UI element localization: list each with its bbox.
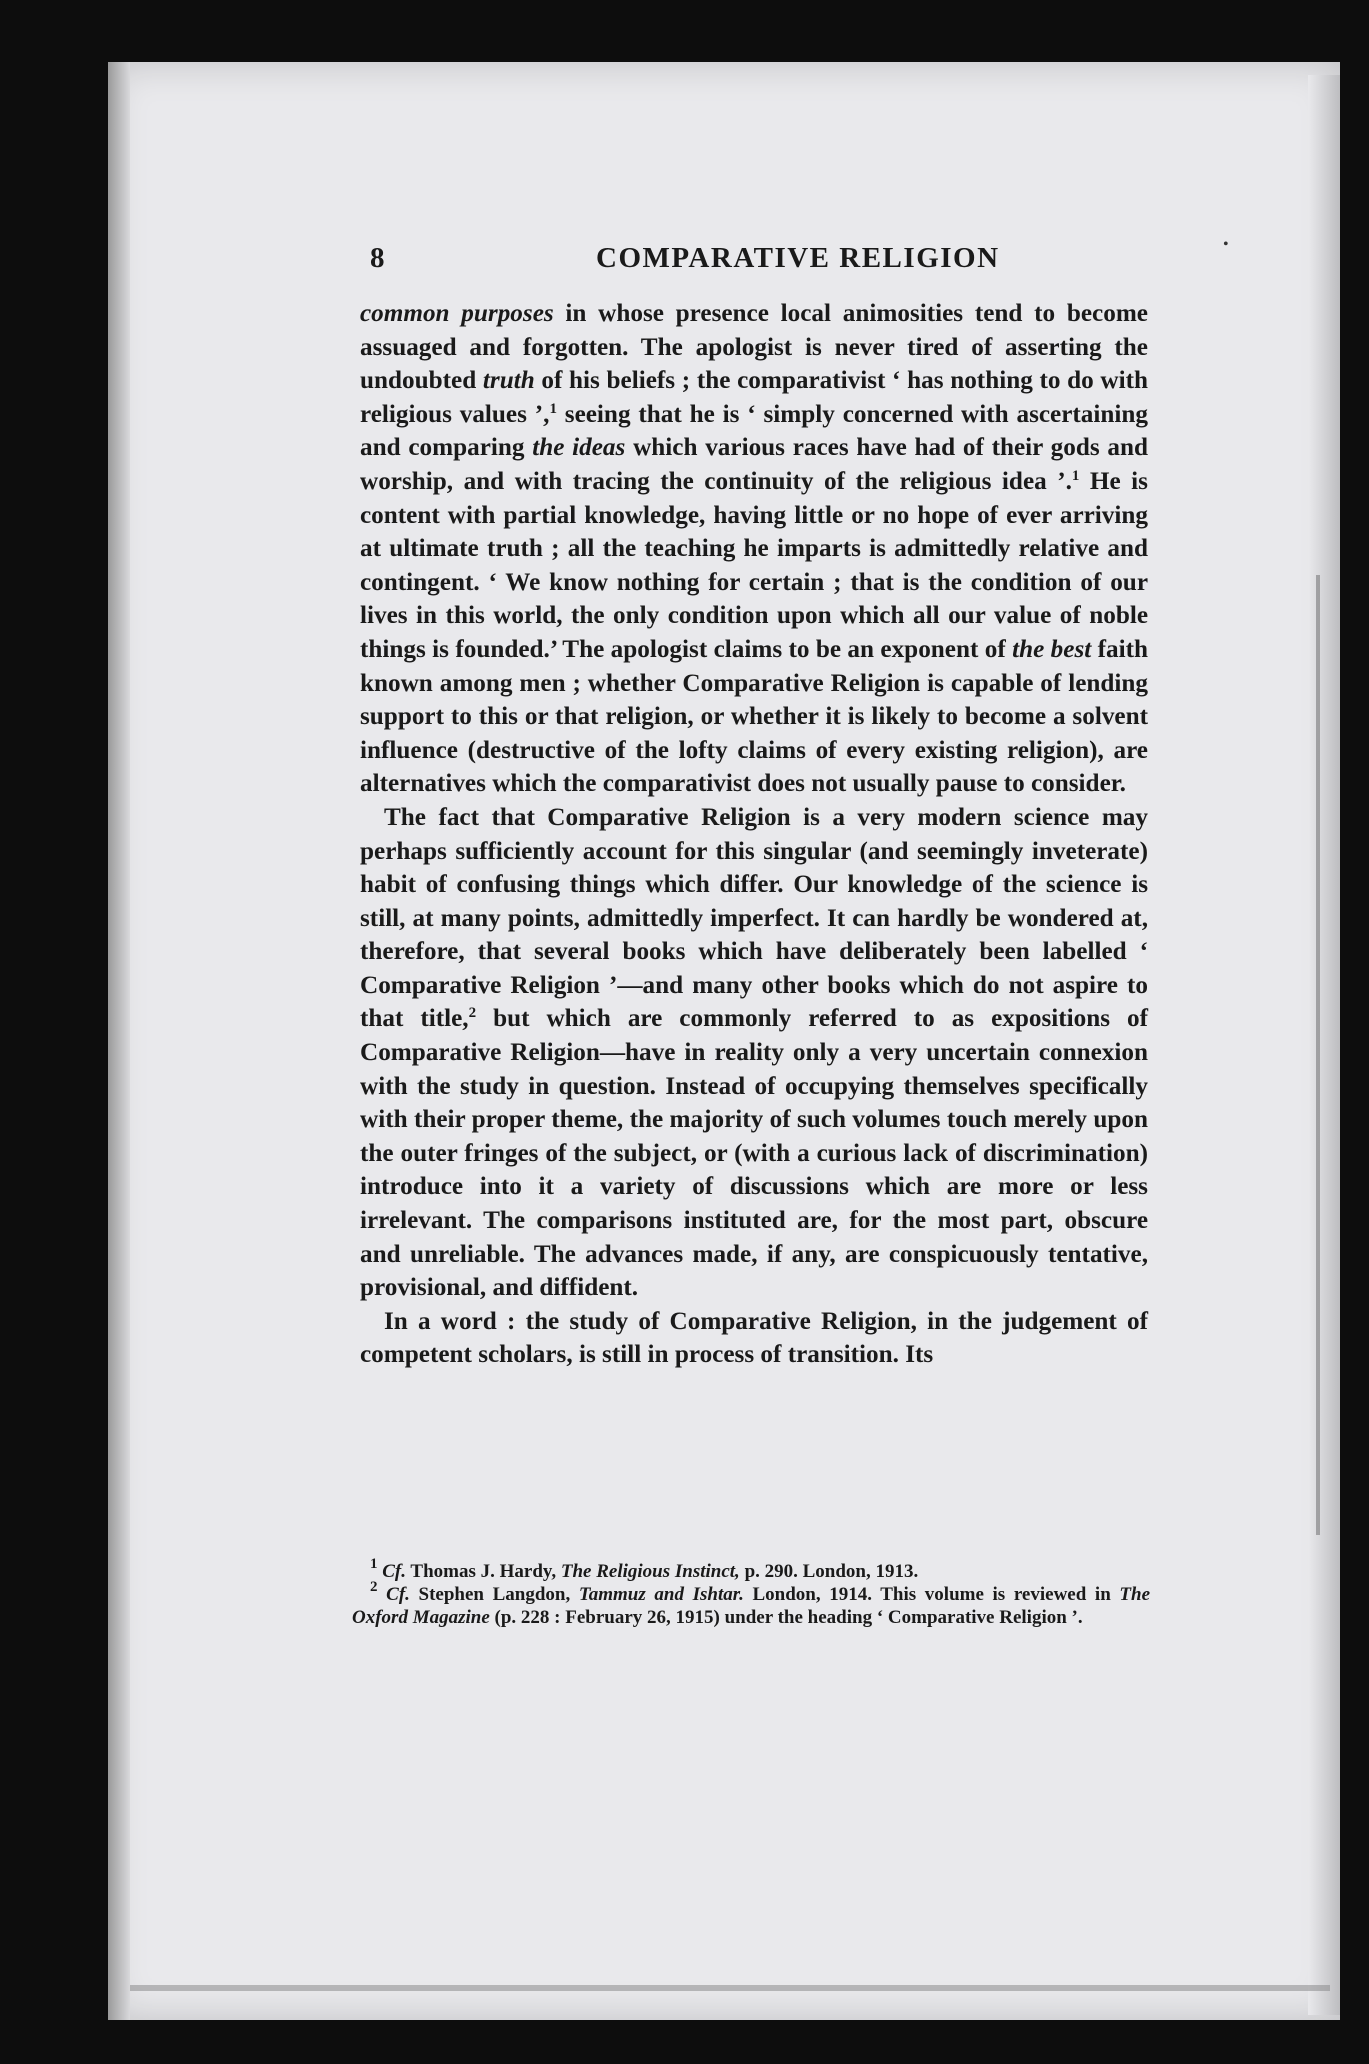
body-text xyxy=(360,297,1148,1372)
text-run: which various races have had of their gods and worship, and with tracing the continuity of the religious idea ’. xyxy=(360,434,1148,495)
italic-text: Tammuz and Ishtar. xyxy=(578,1584,744,1605)
text-run: In a word : the study of Comparative Religion, in the judgement of competent scholars, is still in process of transition. Its xyxy=(360,1307,1148,1369)
footnote-marker: 2 xyxy=(370,1579,378,1595)
text-run: London, 1914. This volume is reviewed in xyxy=(743,1584,1120,1605)
ink-speck: • xyxy=(1223,236,1229,253)
italic-text: the best xyxy=(1012,635,1092,663)
text-run: in whose presence local animosities tend to become assuaged and forgotten. The apologist is never tired of asserting the undoubted xyxy=(360,300,1148,395)
text-run: faith known among men ; whether Comparative Religion is capable of lending support to this or that religion, or whether it is likely to become a solvent influence (destructive of the lofty claims of every existing religion), are alternatives which the comparativist does not usually pause to consider. xyxy=(360,635,1149,798)
paragraph xyxy=(360,1305,1148,1372)
italic-text: The Oxford Magazine xyxy=(352,1584,1151,1628)
footnotes xyxy=(352,1556,1151,1629)
page-edge-right xyxy=(1308,75,1340,2015)
text-run: He is content with partial knowledge, having little or no hope of ever arriving at ultimate truth ; all the teaching he imparts is admittedly relative and contingent. ‘ We know nothing for certain ; that is the condition of our lives in this world, the only condition upon which all our value of noble things is founded.’ The apologist claims to be an exponent of xyxy=(360,467,1148,663)
footnote-marker: 2 xyxy=(468,1005,477,1022)
footnote xyxy=(352,1579,1151,1629)
text-run: (p. 228 : February 26, 1915) under the heading ‘ Comparative Religion ’. xyxy=(489,1607,1083,1628)
page-bottom-edge xyxy=(130,1985,1330,1991)
running-head-title: COMPARATIVE RELIGION xyxy=(596,242,1000,274)
text-run: but which are commonly referred to as expositions of Comparative Religion—have in reality only a very uncertain connexion with the study in question. Instead of occupying themselves specifically with their proper theme, the majority of such volumes touch merely upon the outer fringes of the subject, or (with a curious lack of discrimination) introduce into it a variety of discussions which are more or less irrelevant. The comparisons instituted are, for the most part, obscure and unreliable. The advances made, if any, are conspicuously tentative, provisional, and diffident. xyxy=(360,1005,1148,1302)
text-run: p. 290. London, 1913. xyxy=(739,1561,919,1582)
footnote xyxy=(352,1556,1150,1583)
text-run: of his beliefs ; the comparativist ‘ has nothing to do with religious values ’, xyxy=(360,367,1148,428)
page-number: 8 xyxy=(370,242,386,274)
text-run: Thomas J. Hardy, xyxy=(406,1561,561,1582)
text-run: The fact that Comparative Religion is a very modern science may perhaps sufficiently account for this singular (and seemingly inveterate) habit of confusing things which differ. Our knowledge of the science is still, at many points, admittedly imperfect. It can hardly be wondered at, therefore, that several books which have deliberately been labelled ‘ Comparative Religion ’—and many other books which do not aspire to that title, xyxy=(360,803,1148,1033)
page-binding-shadow xyxy=(108,62,130,2020)
next-page-edge-rule xyxy=(1316,575,1320,1535)
text-run: seeing that he is ‘ simply concerned with ascertaining and comparing xyxy=(360,400,1148,462)
paragraph xyxy=(360,801,1148,1305)
italic-text: The Religious Instinct, xyxy=(560,1561,740,1582)
italic-text: common purposes xyxy=(360,300,554,327)
italic-text: Cf. xyxy=(386,1584,410,1605)
footnote-marker: 1 xyxy=(1071,467,1080,484)
running-head xyxy=(370,242,1000,282)
italic-text: Cf. xyxy=(382,1561,406,1582)
footnote-marker: 1 xyxy=(549,400,557,417)
footnote-marker: 1 xyxy=(370,1556,378,1572)
text-run: Stephen Langdon, xyxy=(409,1584,579,1605)
text-run xyxy=(378,1584,387,1605)
italic-text: truth xyxy=(482,367,535,395)
italic-text: the ideas xyxy=(532,434,626,462)
paragraph xyxy=(360,297,1148,801)
